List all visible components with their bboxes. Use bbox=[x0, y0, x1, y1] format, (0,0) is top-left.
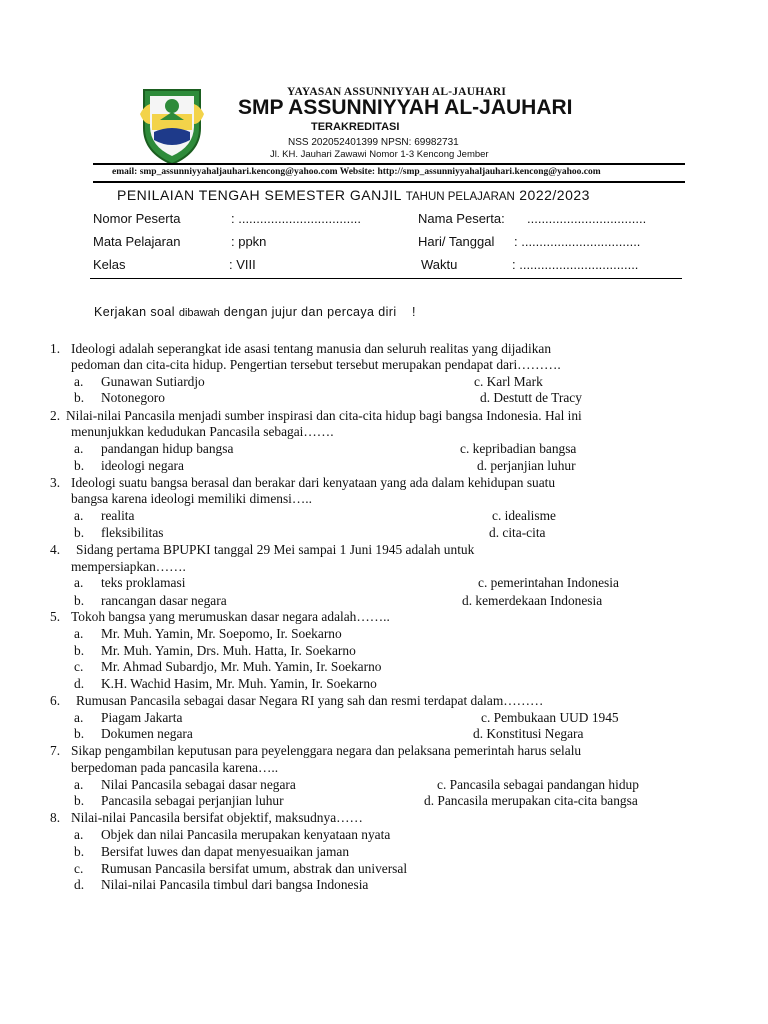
school-address: Jl. KH. Jauhari Zawawi Nomor 1-3 Kencong Jember bbox=[270, 149, 489, 160]
question-text-line: bangsa karena ideologi memiliki dimensi….. bbox=[71, 491, 312, 506]
question-text-line: pedoman dan cita-cita hidup. Pengertian tersebut tersebut merupakan pendapat dari………. bbox=[71, 357, 561, 372]
option-d[interactable]: Nilai-nilai Pancasila timbul dari bangsa Indonesia bbox=[101, 877, 369, 892]
question-number: 4. bbox=[50, 542, 61, 557]
question-text-line: berpedoman pada pancasila karena….. bbox=[71, 760, 279, 775]
option-letter: b. bbox=[74, 390, 85, 405]
nama-peserta-label: Nama Peserta: bbox=[418, 211, 505, 226]
question-text-line: mempersiapkan……. bbox=[71, 559, 186, 574]
nomor-peserta-label: Nomor Peserta bbox=[93, 211, 181, 226]
option-letter: a. bbox=[74, 777, 84, 792]
waktu-value[interactable]: : ................................. bbox=[512, 257, 639, 272]
question-number: 3. bbox=[50, 475, 61, 490]
option-c[interactable]: c. pemerintahan Indonesia bbox=[478, 575, 619, 590]
option-c[interactable]: c. Pembukaan UUD 1945 bbox=[481, 710, 619, 725]
waktu-label: Waktu bbox=[421, 257, 458, 272]
accreditation-status: TERAKREDITASI bbox=[311, 121, 400, 133]
school-logo bbox=[140, 84, 204, 166]
letterhead-divider-bottom bbox=[93, 181, 685, 183]
option-letter: d. bbox=[74, 676, 85, 691]
hari-tanggal-label: Hari/ Tanggal bbox=[418, 234, 495, 249]
option-letter: a. bbox=[74, 441, 84, 456]
option-letter: c. bbox=[74, 861, 84, 876]
option-b[interactable]: Mr. Muh. Yamin, Drs. Muh. Hatta, Ir. Soekarno bbox=[101, 643, 356, 658]
nomor-peserta-value[interactable]: : .................................. bbox=[231, 211, 362, 226]
mata-pelajaran-value[interactable]: : ppkn bbox=[231, 234, 267, 249]
option-a[interactable]: teks proklamasi bbox=[101, 575, 186, 590]
question-number: 5. bbox=[50, 609, 61, 624]
option-b[interactable]: Notonegoro bbox=[101, 390, 165, 405]
option-letter: a. bbox=[74, 626, 84, 641]
option-b[interactable]: Bersifat luwes dan dapat menyesuaikan jaman bbox=[101, 844, 350, 859]
question-text-line: Ideologi adalah seperangkat ide asasi tentang manusia dan seluruh realitas yang dijadikan bbox=[71, 341, 552, 356]
option-b[interactable]: fleksibilitas bbox=[101, 525, 164, 540]
question-text-line: Rumusan Pancasila sebagai dasar Negara RI yang sah dan resmi terdapat dalam……… bbox=[76, 693, 544, 708]
instruction bbox=[94, 305, 416, 319]
option-letter: a. bbox=[74, 508, 84, 523]
question-number: 7. bbox=[50, 743, 61, 758]
option-d[interactable]: d. Destutt de Tracy bbox=[480, 390, 582, 405]
option-letter: b. bbox=[74, 458, 85, 473]
kelas-label: Kelas bbox=[93, 257, 126, 272]
exam-title bbox=[117, 187, 590, 203]
option-letter: a. bbox=[74, 827, 84, 842]
letterhead-divider-top bbox=[93, 163, 685, 165]
option-letter: a. bbox=[74, 710, 84, 725]
question-text-line: Tokoh bangsa yang merumuskan dasar negara adalah…….. bbox=[71, 609, 390, 624]
option-letter: a. bbox=[74, 374, 84, 389]
option-letter: a. bbox=[74, 575, 84, 590]
option-letter: b. bbox=[74, 726, 85, 741]
option-d[interactable]: d. Konstitusi Negara bbox=[473, 726, 584, 741]
option-letter: b. bbox=[74, 593, 85, 608]
foundation-name: YAYASAN ASSUNNIYYAH AL-JAUHARI bbox=[287, 86, 507, 98]
exam-year: 2022/2023 bbox=[519, 187, 590, 203]
option-c[interactable]: Mr. Ahmad Subardjo, Mr. Muh. Yamin, Ir. Soekarno bbox=[101, 659, 382, 674]
option-letter: b. bbox=[74, 793, 85, 808]
option-letter: b. bbox=[74, 844, 85, 859]
option-a[interactable]: realita bbox=[101, 508, 135, 523]
option-d[interactable]: K.H. Wachid Hasim, Mr. Muh. Yamin, Ir. Soekarno bbox=[101, 676, 377, 691]
question-text-line: Sikap pengambilan keputusan para peyelenggara negara dan pelaksana pemerintah harus selalu bbox=[71, 743, 582, 758]
hari-tanggal-value[interactable]: : ................................. bbox=[514, 234, 641, 249]
question-number: 8. bbox=[50, 810, 61, 825]
option-a[interactable]: Mr. Muh. Yamin, Mr. Soepomo, Ir. Soekarno bbox=[101, 626, 342, 641]
option-d[interactable]: d. cita-cita bbox=[489, 525, 546, 540]
question-number: 1. bbox=[50, 341, 61, 356]
exam-title-main: PENILAIAN TENGAH SEMESTER GANJIL bbox=[117, 187, 402, 203]
option-c[interactable]: c. kepribadian bangsa bbox=[460, 441, 577, 456]
option-d[interactable]: d. Pancasila merupakan cita-cita bangsa bbox=[424, 793, 638, 808]
option-a[interactable]: Gunawan Sutiardjo bbox=[101, 374, 205, 389]
question-text-line: Sidang pertama BPUPKI tanggal 29 Mei sampai 1 Juni 1945 adalah untuk bbox=[76, 542, 475, 557]
question-number: 6. bbox=[50, 693, 61, 708]
option-c[interactable]: c. Karl Mark bbox=[474, 374, 543, 389]
option-a[interactable]: pandangan hidup bangsa bbox=[101, 441, 234, 456]
option-d[interactable]: d. kemerdekaan Indonesia bbox=[462, 593, 603, 608]
nama-peserta-value[interactable]: ................................. bbox=[527, 211, 647, 226]
mata-pelajaran-label: Mata Pelajaran bbox=[93, 234, 181, 249]
question-text-line: menunjukkan kedudukan Pancasila sebagai……. bbox=[71, 424, 334, 439]
option-c[interactable]: c. idealisme bbox=[492, 508, 556, 523]
instruction-part1: Kerjakan soal bbox=[94, 305, 175, 319]
nss-npsn: NSS 202052401399 NPSN: 69982731 bbox=[288, 137, 459, 148]
option-b[interactable]: Pancasila sebagai perjanjian luhur bbox=[101, 793, 284, 808]
question-text-line: Nilai-nilai Pancasila bersifat objektif, maksudnya…… bbox=[71, 810, 363, 825]
option-letter: b. bbox=[74, 643, 85, 658]
option-b[interactable]: Dokumen negara bbox=[101, 726, 193, 741]
option-b[interactable]: ideologi negara bbox=[101, 458, 184, 473]
option-b[interactable]: rancangan dasar negara bbox=[101, 593, 227, 608]
option-c[interactable]: c. Pancasila sebagai pandangan hidup bbox=[437, 777, 639, 792]
option-a[interactable]: Objek dan nilai Pancasila merupakan kenyataan nyata bbox=[101, 827, 391, 842]
question-text-line: Ideologi suatu bangsa berasal dan berakar dari kenyataan yang ada dalam kehidupan suatu bbox=[71, 475, 556, 490]
header-underline bbox=[90, 278, 682, 279]
instruction-part2: dibawah bbox=[178, 307, 220, 319]
option-c[interactable]: Rumusan Pancasila bersifat umum, abstrak dan universal bbox=[101, 861, 408, 876]
option-a[interactable]: Piagam Jakarta bbox=[101, 710, 183, 725]
instruction-part3: dengan jujur dan percaya diri bbox=[223, 305, 397, 319]
school-emblem-icon bbox=[140, 84, 204, 166]
option-d[interactable]: d. perjanjian luhur bbox=[477, 458, 576, 473]
kelas-value[interactable]: : VIII bbox=[229, 257, 256, 272]
instruction-part4: ! bbox=[412, 305, 416, 319]
exam-title-small: TAHUN PELAJARAN bbox=[405, 191, 515, 203]
option-a[interactable]: Nilai Pancasila sebagai dasar negara bbox=[101, 777, 296, 792]
school-name: SMP ASSUNNIYYAH AL-JAUHARI bbox=[238, 96, 573, 119]
school-contact: email: smp_assunniyyahaljauhari.kencong@yahoo.com Website: http://smp_assunniyyahaljauhari.kencong@yahoo.com bbox=[112, 167, 601, 177]
question-text-line: Nilai-nilai Pancasila menjadi sumber inspirasi dan cita-cita hidup bagi bangsa Indonesia. Hal ini bbox=[66, 408, 582, 423]
option-letter: d. bbox=[74, 877, 85, 892]
option-letter: b. bbox=[74, 525, 85, 540]
option-letter: c. bbox=[74, 659, 84, 674]
question-number: 2. bbox=[50, 408, 61, 423]
